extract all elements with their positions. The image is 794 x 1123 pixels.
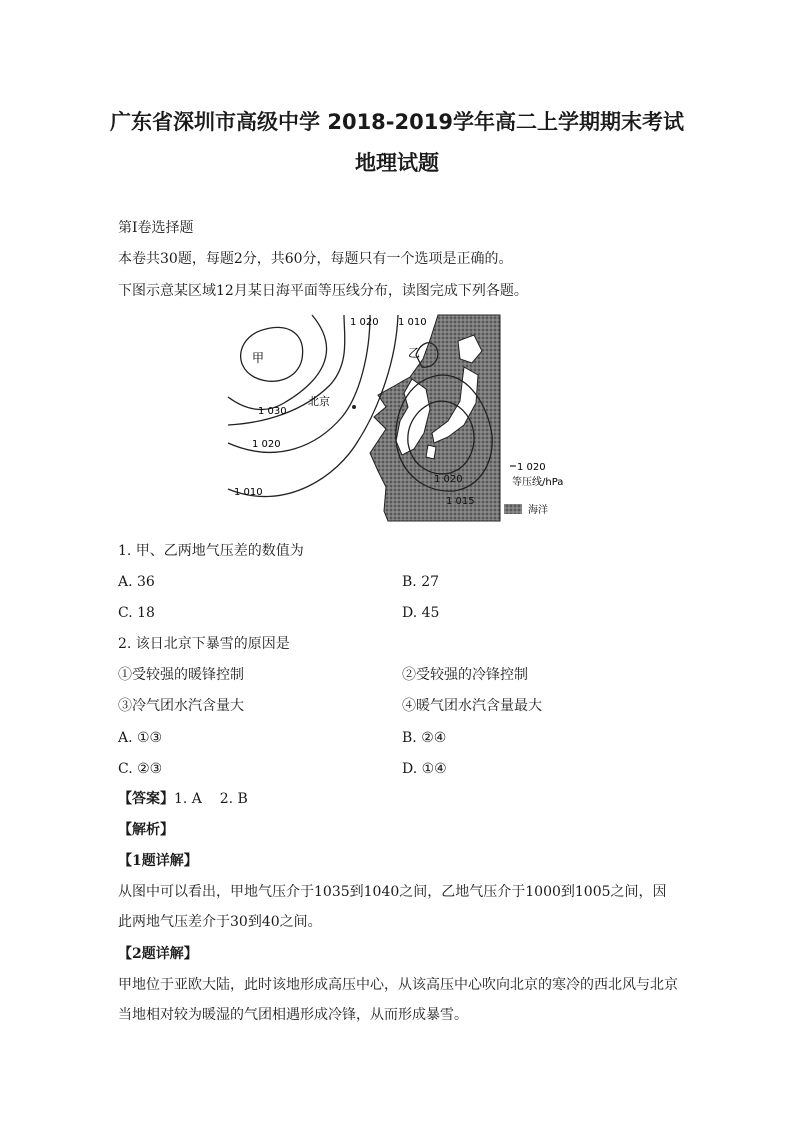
instructions: 本卷共30题，每题2分，共60分，每题只有一个选项是正确的。 [118, 251, 513, 267]
isobar-value: 1 030 [258, 406, 287, 417]
q1-option-b: B. 27 [402, 574, 440, 590]
isobar-map [226, 313, 576, 523]
answer-line [118, 789, 248, 809]
isobar-value: 1 010 [234, 487, 263, 498]
isobar-value: 1 020 [252, 439, 281, 450]
japan-kyushu [426, 445, 436, 459]
q1-option-c: C. 18 [118, 605, 155, 621]
analysis-label: 【解析】 [118, 822, 174, 838]
beijing-dot [352, 405, 356, 409]
question-intro: 下图示意某区域12月某日海平面等压线分布，读图完成下列各题。 [118, 283, 528, 299]
legend-isobar-value: 1 020 [517, 462, 546, 473]
detail-2-text: 甲地位于亚欧大陆，此时该地形成高压中心，从该高压中心吹向北京的寒冷的西北风与北京当地相对较为暖湿的气团相遇形成冷锋，从而形成暴雪。 [118, 977, 678, 1023]
question-1-stem: 1. 甲、乙两地气压差的数值为 [118, 543, 304, 559]
q2-statement-3: ③冷气团水汽含量大 [118, 698, 244, 714]
legend-ocean-swatch [504, 504, 522, 514]
document-subtitle: 地理试题 [355, 151, 439, 175]
label-yi: 乙 [408, 346, 421, 360]
q1-option-a: A. 36 [118, 574, 155, 590]
legend-ocean-label: 海洋 [528, 505, 548, 516]
isobar-value: 1 010 [398, 317, 427, 328]
label-beijing: 北京 [308, 395, 330, 408]
section-heading: 第Ⅰ卷选择题 [118, 220, 194, 236]
isobar-value: 1 015 [446, 496, 475, 507]
isobar-value: 1 020 [350, 317, 379, 328]
q2-option-d: D. ①④ [402, 761, 447, 777]
legend-isobar-label: 等压线/hPa [512, 477, 564, 488]
document-title: 广东省深圳市高级中学 2018-2019学年高二上学期期末考试 [110, 110, 684, 134]
answer-text: 1. A 2. B [174, 791, 248, 807]
q2-statement-1: ①受较强的暖锋控制 [118, 667, 244, 683]
detail-1-text: 从图中可以看出，甲地气压介于1035到1040之间，乙地气压介于1000到1005之间，因此两地气压差介于30到40之间。 [118, 884, 667, 930]
question-2-stem: 2. 该日北京下暴雪的原因是 [118, 636, 290, 652]
map-legend [504, 462, 563, 516]
isobar-value: 1 020 [434, 474, 463, 485]
answer-label: 【答案】 [118, 791, 174, 807]
q2-statement-2: ②受较强的冷锋控制 [402, 667, 528, 683]
label-jia: 甲 [252, 351, 265, 365]
q2-option-a: A. ①③ [118, 730, 163, 746]
detail-2-label: 【2题详解】 [118, 946, 198, 962]
q1-option-d: D. 45 [402, 605, 440, 621]
q2-statement-4: ④暖气团水汽含量最大 [402, 698, 542, 714]
detail-1-label: 【1题详解】 [118, 853, 198, 869]
q2-option-b: B. ②④ [402, 730, 447, 746]
q2-option-c: C. ②③ [118, 761, 163, 777]
